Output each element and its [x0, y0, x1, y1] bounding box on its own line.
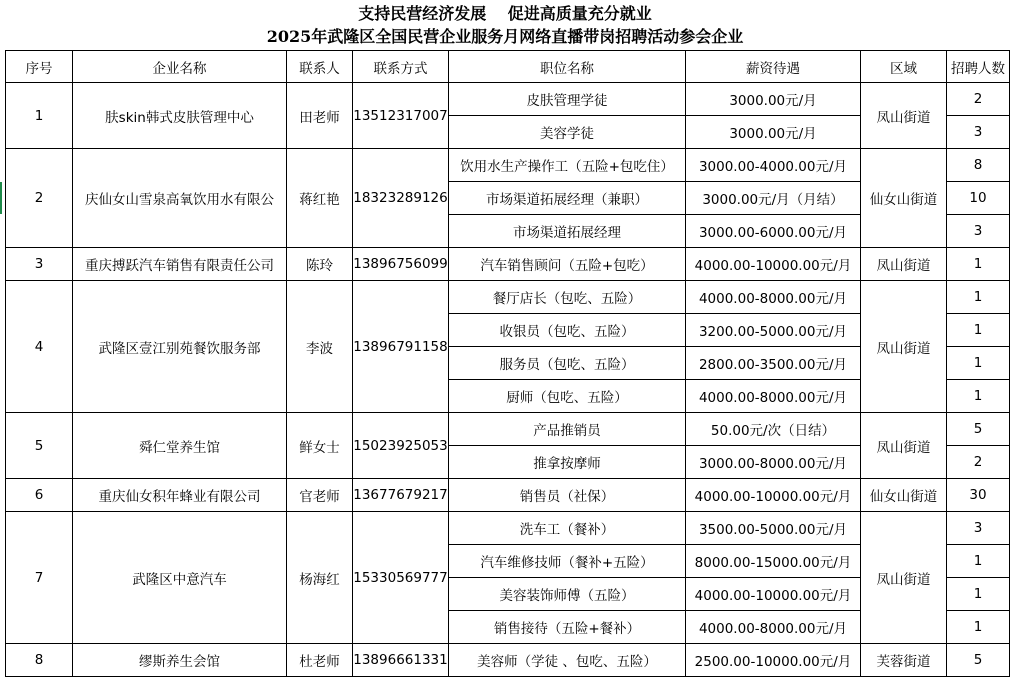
headcount-cell[interactable]: 3 [947, 215, 1010, 248]
area-cell[interactable]: 仙女山街道 [861, 149, 947, 248]
headcount-cell[interactable]: 5 [947, 644, 1010, 677]
contact-person-cell[interactable]: 鲜女士 [287, 413, 353, 479]
table-row [6, 644, 1010, 677]
area-cell[interactable]: 凤山街道 [861, 248, 947, 281]
row-number-cell[interactable]: 5 [6, 413, 73, 479]
salary-cell[interactable]: 3000.00-8000.00元/月 [686, 446, 861, 479]
job-title-cell[interactable]: 服务员（包吃、五险） [449, 347, 686, 380]
headcount-cell[interactable]: 10 [947, 182, 1010, 215]
table-row [6, 479, 1010, 512]
row-number-cell[interactable]: 2 [6, 149, 73, 248]
phone-cell[interactable]: 13512317007 [353, 83, 449, 149]
headcount-cell[interactable]: 1 [947, 578, 1010, 611]
job-title-cell[interactable]: 汽车销售顾问（五险+包吃） [449, 248, 686, 281]
contact-person-cell[interactable]: 李波 [287, 281, 353, 413]
headcount-cell[interactable]: 1 [947, 611, 1010, 644]
phone-cell[interactable]: 15023925053 [353, 413, 449, 479]
contact-person-cell[interactable]: 杨海红 [287, 512, 353, 644]
company-name-cell[interactable]: 武隆区中意汽车 [73, 512, 287, 644]
table-row [6, 149, 1010, 182]
title-line-2: 2025年武隆区全国民营企业服务月网络直播带岗招聘活动参会企业 [266, 27, 744, 46]
table-row [6, 281, 1010, 314]
job-title-cell[interactable]: 厨师（包吃、五险） [449, 380, 686, 413]
job-title-cell[interactable]: 餐厅店长（包吃、五险） [449, 281, 686, 314]
table-row [6, 83, 1010, 116]
salary-cell[interactable]: 4000.00-10000.00元/月 [686, 578, 861, 611]
job-title-cell[interactable]: 饮用水生产操作工（五险+包吃住） [449, 149, 686, 182]
salary-cell[interactable]: 4000.00-8000.00元/月 [686, 380, 861, 413]
table-row [6, 413, 1010, 446]
job-title-cell[interactable]: 市场渠道拓展经理 [449, 215, 686, 248]
headcount-cell[interactable]: 1 [947, 380, 1010, 413]
headcount-cell[interactable]: 5 [947, 413, 1010, 446]
area-cell[interactable]: 仙女山街道 [861, 479, 947, 512]
salary-cell[interactable]: 2500.00-10000.00元/月 [686, 644, 861, 677]
header-cell: 招聘人数 [947, 51, 1010, 83]
job-title-cell[interactable]: 销售接待（五险+餐补） [449, 611, 686, 644]
headcount-cell[interactable]: 1 [947, 248, 1010, 281]
recruitment-table [5, 50, 1010, 677]
phone-cell[interactable]: 13896791158 [353, 281, 449, 413]
area-cell[interactable]: 凤山街道 [861, 281, 947, 413]
header-cell: 区域 [861, 51, 947, 83]
phone-cell[interactable]: 13677679217 [353, 479, 449, 512]
job-title-cell[interactable]: 美容装饰师傅（五险） [449, 578, 686, 611]
salary-cell[interactable]: 3000.00元/月 [686, 116, 861, 149]
company-name-cell[interactable]: 肤skin韩式皮肤管理中心 [73, 83, 287, 149]
job-title-cell[interactable]: 美容师（学徒 、包吃、五险） [449, 644, 686, 677]
salary-cell[interactable]: 3000.00元/月 [686, 83, 861, 116]
contact-person-cell[interactable]: 田老师 [287, 83, 353, 149]
contact-person-cell[interactable]: 杜老师 [287, 644, 353, 677]
job-title-cell[interactable]: 收银员（包吃、五险） [449, 314, 686, 347]
header-cell: 薪资待遇 [686, 51, 861, 83]
job-title-cell[interactable]: 推拿按摩师 [449, 446, 686, 479]
job-title-cell[interactable]: 美容学徒 [449, 116, 686, 149]
salary-cell[interactable]: 3000.00元/月（月结） [686, 182, 861, 215]
header-cell: 序号 [6, 51, 73, 83]
table-row [6, 512, 1010, 545]
job-title-cell[interactable]: 汽车维修技师（餐补+五险） [449, 545, 686, 578]
contact-person-cell[interactable]: 官老师 [287, 479, 353, 512]
company-name-cell[interactable]: 庆仙女山雪泉高氧饮用水有限公 [73, 149, 287, 248]
company-name-cell[interactable]: 缪斯养生会馆 [73, 644, 287, 677]
job-title-cell[interactable]: 产品推销员 [449, 413, 686, 446]
salary-cell[interactable]: 3000.00-6000.00元/月 [686, 215, 861, 248]
row-number-cell[interactable]: 3 [6, 248, 73, 281]
company-name-cell[interactable]: 舜仁堂养生馆 [73, 413, 287, 479]
salary-cell[interactable]: 3000.00-4000.00元/月 [686, 149, 861, 182]
area-cell[interactable]: 凤山街道 [861, 413, 947, 479]
area-cell[interactable]: 凤山街道 [861, 83, 947, 149]
header-cell: 企业名称 [73, 51, 287, 83]
header-row [6, 51, 1010, 83]
headcount-cell[interactable]: 1 [947, 281, 1010, 314]
salary-cell[interactable]: 4000.00-8000.00元/月 [686, 611, 861, 644]
contact-person-cell[interactable]: 蒋红艳 [287, 149, 353, 248]
header-cell: 联系方式 [353, 51, 449, 83]
contact-person-cell[interactable]: 陈玲 [287, 248, 353, 281]
company-name-cell[interactable]: 重庆仙女积年蜂业有限公司 [73, 479, 287, 512]
area-cell[interactable]: 凤山街道 [861, 512, 947, 644]
phone-cell[interactable]: 15330569777 [353, 512, 449, 644]
headcount-cell[interactable]: 1 [947, 545, 1010, 578]
title-line-1: 支持民营经济发展 促进高质量充分就业 [358, 4, 652, 23]
row-number-cell[interactable]: 6 [6, 479, 73, 512]
job-title-cell[interactable]: 皮肤管理学徒 [449, 83, 686, 116]
salary-cell[interactable]: 2800.00-3500.00元/月 [686, 347, 861, 380]
phone-cell[interactable]: 13896756099 [353, 248, 449, 281]
company-name-cell[interactable]: 重庆搏跃汽车销售有限责任公司 [73, 248, 287, 281]
salary-cell[interactable]: 4000.00-8000.00元/月 [686, 281, 861, 314]
headcount-cell[interactable]: 3 [947, 512, 1010, 545]
headcount-cell[interactable]: 2 [947, 83, 1010, 116]
header-cell: 职位名称 [449, 51, 686, 83]
salary-cell[interactable]: 3200.00-5000.00元/月 [686, 314, 861, 347]
job-title-cell[interactable]: 洗车工（餐补） [449, 512, 686, 545]
salary-cell[interactable]: 4000.00-10000.00元/月 [686, 479, 861, 512]
phone-cell[interactable]: 13896661331 [353, 644, 449, 677]
row-number-cell[interactable]: 1 [6, 83, 73, 149]
job-title-cell[interactable]: 销售员（社保） [449, 479, 686, 512]
area-cell[interactable]: 芙蓉街道 [861, 644, 947, 677]
headcount-cell[interactable]: 8 [947, 149, 1010, 182]
headcount-cell[interactable]: 3 [947, 116, 1010, 149]
company-name-cell[interactable]: 武隆区壹江别苑餐饮服务部 [73, 281, 287, 413]
headcount-cell[interactable]: 30 [947, 479, 1010, 512]
headcount-cell[interactable]: 1 [947, 314, 1010, 347]
row-number-cell[interactable]: 8 [6, 644, 73, 677]
phone-cell[interactable]: 18323289126 [353, 149, 449, 248]
salary-cell[interactable]: 3500.00-5000.00元/月 [686, 512, 861, 545]
job-title-cell[interactable]: 市场渠道拓展经理（兼职） [449, 182, 686, 215]
row-number-cell[interactable]: 7 [6, 512, 73, 644]
table-row [6, 248, 1010, 281]
row-number-cell[interactable]: 4 [6, 281, 73, 413]
salary-cell[interactable]: 4000.00-10000.00元/月 [686, 248, 861, 281]
salary-cell[interactable]: 8000.00-15000.00元/月 [686, 545, 861, 578]
headcount-cell[interactable]: 1 [947, 347, 1010, 380]
salary-cell[interactable]: 50.00元/次（日结） [686, 413, 861, 446]
row-indicator [0, 182, 2, 214]
header-cell: 联系人 [287, 51, 353, 83]
headcount-cell[interactable]: 2 [947, 446, 1010, 479]
